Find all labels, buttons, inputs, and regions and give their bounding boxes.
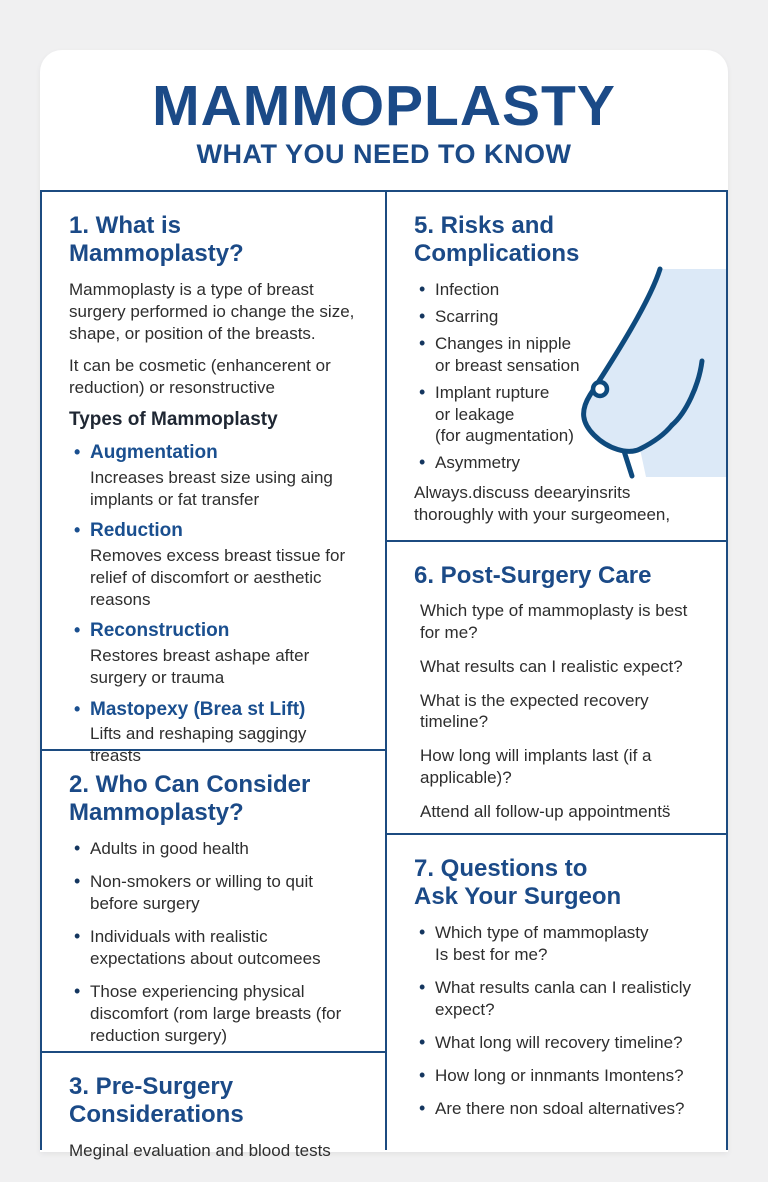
section-2-bullet-list — [69, 838, 361, 1048]
heading-line: Considerations — [69, 1101, 244, 1129]
list-item: How long will implants last (if a applicable)? — [420, 746, 652, 787]
section-7-bullet-list — [414, 922, 702, 1121]
section-what-is-mammoplasty — [42, 192, 385, 766]
list-item: • Are there non sdoal alternatives? — [414, 1098, 702, 1120]
heading-line: 3. Pre-Surgery — [69, 1073, 234, 1100]
header — [40, 50, 728, 190]
list-item: • Individuals with realistic expectations about outcomees — [69, 926, 361, 970]
heading-line: 2. Who Can Consider — [69, 771, 311, 798]
type-description: Lifts and reshaping saggingy treasts — [90, 724, 307, 766]
list-item: • Implant rupture or leakage (for augmentation) — [414, 382, 626, 446]
section-5-note: Always.discuss deearyinsrits thoroughly with your surgeomeen, — [414, 482, 671, 525]
list-item: • What results canla can I realisticly expect? — [414, 977, 702, 1021]
list-item: • Infection — [414, 279, 626, 300]
right-column — [387, 192, 726, 1150]
page-subtitle: WHAT YOU NEED TO KNOW — [196, 139, 572, 169]
type-term: • Reduction — [69, 519, 361, 543]
list-item-reconstruction — [69, 619, 361, 688]
section-1-paragraph: Mammoplasty is a type of breast surgery performed io change the size, shape, or position of the breasts. — [69, 279, 355, 343]
type-description: Increases breast size using aing implants or fat transfer — [90, 467, 333, 509]
infographic-card — [40, 50, 728, 1160]
heading-line: 7. Questions to — [414, 855, 588, 882]
section-questions-surgeon — [387, 835, 726, 1150]
list-item: • Those experiencing physical discomfort (rom large breasts (for reduction surgery) — [69, 981, 361, 1047]
section-6-heading: 6. Post-Surgery Care — [414, 562, 652, 589]
section-1-heading: 1. What is Mammoplasty? — [69, 212, 244, 268]
list-item: • How long or innmants Imontens? — [414, 1065, 702, 1087]
list-item-reduction — [69, 519, 361, 610]
list-item: • What long will recovery timeline? — [414, 1032, 702, 1054]
type-term: • Reconstruction — [69, 619, 361, 643]
heading-line: Complications — [414, 240, 580, 268]
list-item: • Changes in nipple or breast sensation — [414, 333, 626, 376]
list-item: Which type of mammoplasty is best for me? — [420, 601, 688, 643]
list-item: • Non-smokers or willing to quit before surgery — [69, 871, 361, 915]
type-description: Restores breast ashape after surgery or trauma — [90, 646, 310, 687]
types-subheading: Types of Mammoplasty — [69, 409, 278, 431]
heading-line: 5. Risks and — [414, 212, 555, 239]
list-item: • Scarring — [414, 306, 626, 327]
list-item: • Asymmetry — [414, 452, 626, 473]
list-item: What results can I realistic expect? — [420, 656, 683, 676]
type-term: • Augmentation — [69, 441, 361, 465]
section-post-surgery-care — [387, 542, 726, 835]
section-pre-surgery — [42, 1053, 385, 1182]
section-7-heading — [414, 855, 702, 912]
left-column — [42, 192, 387, 1160]
section-2-heading — [69, 771, 361, 828]
heading-line: Ask Your Surgeon — [414, 883, 622, 911]
heading-line: Mammoplasty? — [69, 799, 244, 827]
list-item: • Adults in good health — [69, 838, 361, 860]
type-description: Removes excess breast tissue for relief of discomfort or aesthetic reasons — [90, 546, 346, 609]
type-term: • Mastopexy (Brea st Lift) — [69, 698, 361, 722]
section-risks-complications — [387, 192, 726, 542]
section-5-heading — [414, 212, 702, 269]
section-who-can-consider — [42, 751, 385, 1053]
breast-profile-illustration — [574, 265, 726, 477]
section-3-paragraph: Meginal evaluation and blood tests — [69, 1140, 331, 1160]
section-3-heading — [69, 1073, 361, 1130]
content-grid — [40, 190, 728, 1160]
list-item: • Which type of mammoplasty Is best for me? — [414, 922, 702, 966]
list-item: Attend all follow-up appointments̈ — [420, 801, 671, 821]
section-1-paragraph: It can be cosmetic (enhancerent or reduction) or resonstructive — [69, 355, 331, 397]
list-item-augmentation — [69, 441, 361, 510]
page-title: MAMMOPLASTY — [152, 74, 616, 138]
list-item: What is the expected recovery timeline? — [420, 690, 649, 732]
